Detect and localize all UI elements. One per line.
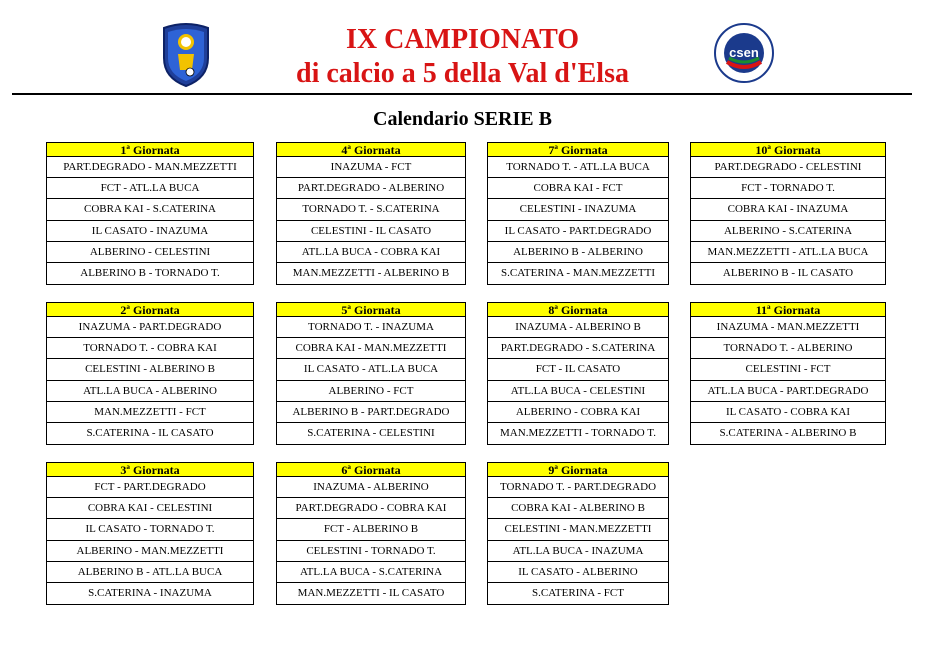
page-title-line-1: IX CAMPIONATO bbox=[345, 24, 580, 55]
match-row: ALBERINO - S.CATERINA bbox=[691, 221, 885, 242]
match-row: PART.DEGRADO - S.CATERINA bbox=[488, 338, 668, 359]
round-table bbox=[276, 462, 466, 605]
match-row: CELESTINI - MAN.MEZZETTI bbox=[488, 519, 668, 540]
match-row: PART.DEGRADO - ALBERINO bbox=[277, 178, 465, 199]
match-row: ATL.LA BUCA - INAZUMA bbox=[488, 541, 668, 562]
match-row: COBRA KAI - ALBERINO B bbox=[488, 498, 668, 519]
round-table bbox=[487, 142, 669, 285]
match-row: CELESTINI - INAZUMA bbox=[488, 199, 668, 220]
match-row: PART.DEGRADO - CELESTINI bbox=[691, 157, 885, 178]
match-row: COBRA KAI - CELESTINI bbox=[47, 498, 253, 519]
match-row: TORNADO T. - S.CATERINA bbox=[277, 199, 465, 220]
match-row: INAZUMA - MAN.MEZZETTI bbox=[691, 317, 885, 338]
round-table bbox=[46, 462, 254, 605]
round-table bbox=[487, 302, 669, 445]
round-header: 11ª Giornata bbox=[691, 303, 885, 317]
match-row: COBRA KAI - FCT bbox=[488, 178, 668, 199]
round-table bbox=[46, 142, 254, 285]
match-row: FCT - TORNADO T. bbox=[691, 178, 885, 199]
calendar-subtitle: Calendario SERIE B bbox=[373, 108, 552, 130]
match-row: S.CATERINA - MAN.MEZZETTI bbox=[501, 266, 655, 279]
match-row: CELESTINI - FCT bbox=[691, 359, 885, 380]
round-header: 2ª Giornata bbox=[47, 303, 253, 317]
round-table bbox=[690, 142, 886, 285]
round-table bbox=[487, 462, 669, 605]
match-row: IL CASATO - TORNADO T. bbox=[47, 519, 253, 540]
match-row: S.CATERINA - IL CASATO bbox=[86, 426, 214, 439]
match-row: ALBERINO B - ALBERINO bbox=[488, 242, 668, 263]
match-row: CELESTINI - TORNADO T. bbox=[277, 541, 465, 562]
match-row: TORNADO T. - COBRA KAI bbox=[47, 338, 253, 359]
page-title-line-2: di calcio a 5 della Val d'Elsa bbox=[296, 58, 629, 89]
match-row: FCT - ALBERINO B bbox=[277, 519, 465, 540]
match-row: TORNADO T. - INAZUMA bbox=[277, 317, 465, 338]
match-row: TORNADO T. - ATL.LA BUCA bbox=[488, 157, 668, 178]
match-row: ATL.LA BUCA - COBRA KAI bbox=[277, 242, 465, 263]
match-row: COBRA KAI - MAN.MEZZETTI bbox=[277, 338, 465, 359]
match-row: IL CASATO - PART.DEGRADO bbox=[488, 221, 668, 242]
match-row: ALBERINO B - IL CASATO bbox=[722, 266, 854, 279]
page-header bbox=[0, 0, 925, 96]
match-row: IL CASATO - COBRA KAI bbox=[691, 402, 885, 423]
match-row: CELESTINI - IL CASATO bbox=[277, 221, 465, 242]
match-row: TORNADO T. - PART.DEGRADO bbox=[488, 477, 668, 498]
match-row: ALBERINO - CELESTINI bbox=[47, 242, 253, 263]
csen-logo-text: csen bbox=[729, 45, 759, 60]
match-row: ALBERINO B - ATL.LA BUCA bbox=[47, 562, 253, 583]
match-row: ALBERINO - MAN.MEZZETTI bbox=[47, 541, 253, 562]
match-row: ALBERINO - FCT bbox=[277, 381, 465, 402]
match-row: S.CATERINA - CELESTINI bbox=[307, 426, 435, 439]
round-header: 10ª Giornata bbox=[691, 143, 885, 157]
round-table bbox=[276, 142, 466, 285]
match-row: FCT - IL CASATO bbox=[488, 359, 668, 380]
round-header: 1ª Giornata bbox=[47, 143, 253, 157]
match-row: MAN.MEZZETTI - FCT bbox=[47, 402, 253, 423]
match-row: COBRA KAI - S.CATERINA bbox=[47, 199, 253, 220]
round-header: 6ª Giornata bbox=[277, 463, 465, 477]
match-row: FCT - ATL.LA BUCA bbox=[47, 178, 253, 199]
match-row: TORNADO T. - ALBERINO bbox=[691, 338, 885, 359]
match-row: S.CATERINA - FCT bbox=[532, 586, 624, 599]
round-table bbox=[276, 302, 466, 445]
match-row: IL CASATO - ATL.LA BUCA bbox=[277, 359, 465, 380]
match-row: CELESTINI - ALBERINO B bbox=[47, 359, 253, 380]
round-table bbox=[46, 302, 254, 445]
round-header: 5ª Giornata bbox=[277, 303, 465, 317]
match-row: PART.DEGRADO - MAN.MEZZETTI bbox=[47, 157, 253, 178]
match-row: MAN.MEZZETTI - ATL.LA BUCA bbox=[691, 242, 885, 263]
round-table bbox=[690, 302, 886, 445]
match-row: ATL.LA BUCA - CELESTINI bbox=[488, 381, 668, 402]
round-header: 8ª Giornata bbox=[488, 303, 668, 317]
match-row: MAN.MEZZETTI - TORNADO T. bbox=[500, 426, 656, 439]
match-row: INAZUMA - ALBERINO B bbox=[488, 317, 668, 338]
match-row: ALBERINO B - TORNADO T. bbox=[80, 266, 220, 279]
match-row: IL CASATO - ALBERINO bbox=[488, 562, 668, 583]
match-row: ATL.LA BUCA - S.CATERINA bbox=[277, 562, 465, 583]
match-row: INAZUMA - PART.DEGRADO bbox=[47, 317, 253, 338]
match-row: FCT - PART.DEGRADO bbox=[47, 477, 253, 498]
match-row: INAZUMA - ALBERINO bbox=[277, 477, 465, 498]
match-row: INAZUMA - FCT bbox=[277, 157, 465, 178]
match-row: ATL.LA BUCA - ALBERINO bbox=[47, 381, 253, 402]
round-header: 9ª Giornata bbox=[488, 463, 668, 477]
header-divider bbox=[12, 93, 912, 95]
match-row: ALBERINO - COBRA KAI bbox=[488, 402, 668, 423]
match-row: PART.DEGRADO - COBRA KAI bbox=[277, 498, 465, 519]
match-row: S.CATERINA - INAZUMA bbox=[88, 586, 212, 599]
round-header: 4ª Giornata bbox=[277, 143, 465, 157]
match-row: MAN.MEZZETTI - ALBERINO B bbox=[292, 266, 450, 279]
match-row: MAN.MEZZETTI - IL CASATO bbox=[297, 586, 445, 599]
match-row: IL CASATO - INAZUMA bbox=[47, 221, 253, 242]
round-header: 3ª Giornata bbox=[47, 463, 253, 477]
round-header: 7ª Giornata bbox=[488, 143, 668, 157]
match-row: COBRA KAI - INAZUMA bbox=[691, 199, 885, 220]
match-row: ALBERINO B - PART.DEGRADO bbox=[277, 402, 465, 423]
match-row: S.CATERINA - ALBERINO B bbox=[719, 426, 857, 439]
match-row: ATL.LA BUCA - PART.DEGRADO bbox=[691, 381, 885, 402]
